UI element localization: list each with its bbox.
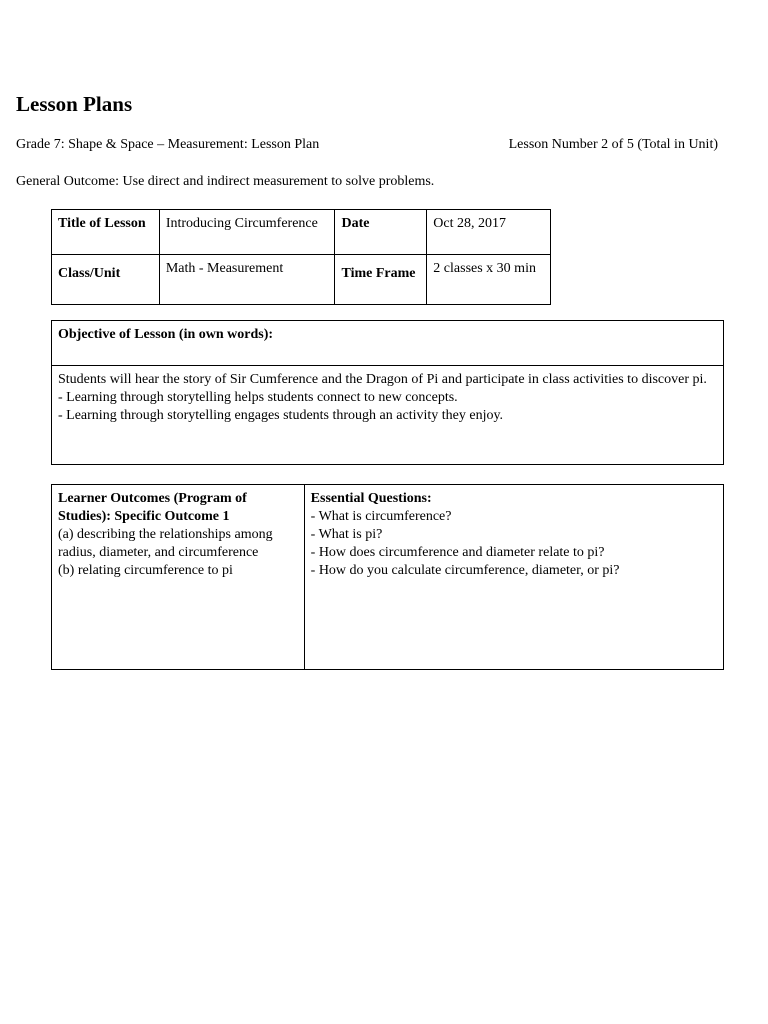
lesson-info-table xyxy=(51,209,551,305)
date-label: Date xyxy=(335,210,427,255)
table-row xyxy=(52,485,724,670)
objective-line: Students will hear the story of Sir Cumference and the Dragon of Pi and participate in class activities to discover pi. xyxy=(58,372,707,387)
table-row xyxy=(52,255,551,305)
essential-question-item: - What is pi? xyxy=(310,527,383,542)
table-row xyxy=(52,321,724,366)
objective-table xyxy=(51,320,724,465)
title-value: Introducing Circumference xyxy=(159,210,335,255)
table-row xyxy=(52,210,551,255)
essential-question-item: - How do you calculate circumference, diameter, or pi? xyxy=(310,563,620,578)
learner-outcome-item: (b) relating circumference to pi xyxy=(58,563,233,578)
time-frame-label: Time Frame xyxy=(335,255,427,305)
outcomes-questions-table xyxy=(51,484,724,670)
time-frame-value: 2 classes x 30 min xyxy=(427,255,551,305)
page-title: Lesson Plans xyxy=(16,92,133,116)
essential-questions-cell xyxy=(304,485,723,670)
essential-questions-heading: Essential Questions: xyxy=(310,491,432,506)
class-unit-label: Class/Unit xyxy=(52,255,160,305)
objective-line: - Learning through storytelling helps students connect to new concepts. xyxy=(58,390,458,405)
class-unit-value: Math - Measurement xyxy=(159,255,335,305)
table-row xyxy=(52,366,724,465)
title-label: Title of Lesson xyxy=(52,210,160,255)
learner-outcomes-heading: Learner Outcomes (Program of Studies): Specific Outcome 1 xyxy=(58,491,247,524)
essential-question-item: - What is circumference? xyxy=(310,509,452,524)
essential-question-item: - How does circumference and diameter relate to pi? xyxy=(310,545,605,560)
lesson-number: Lesson Number 2 of 5 (Total in Unit) xyxy=(508,137,718,152)
learner-outcomes-cell xyxy=(52,485,305,670)
objective-body xyxy=(52,366,724,465)
course-title: Grade 7: Shape & Space – Measurement: Lesson Plan xyxy=(16,137,320,152)
objective-line: - Learning through storytelling engages students through an activity they enjoy. xyxy=(58,408,504,423)
objective-heading: Objective of Lesson (in own words): xyxy=(52,321,724,366)
learner-outcome-item: (a) describing the relationships among radius, diameter, and circumference xyxy=(58,527,273,560)
date-value: Oct 28, 2017 xyxy=(427,210,551,255)
general-outcome: General Outcome: Use direct and indirect measurement to solve problems. xyxy=(16,174,435,189)
